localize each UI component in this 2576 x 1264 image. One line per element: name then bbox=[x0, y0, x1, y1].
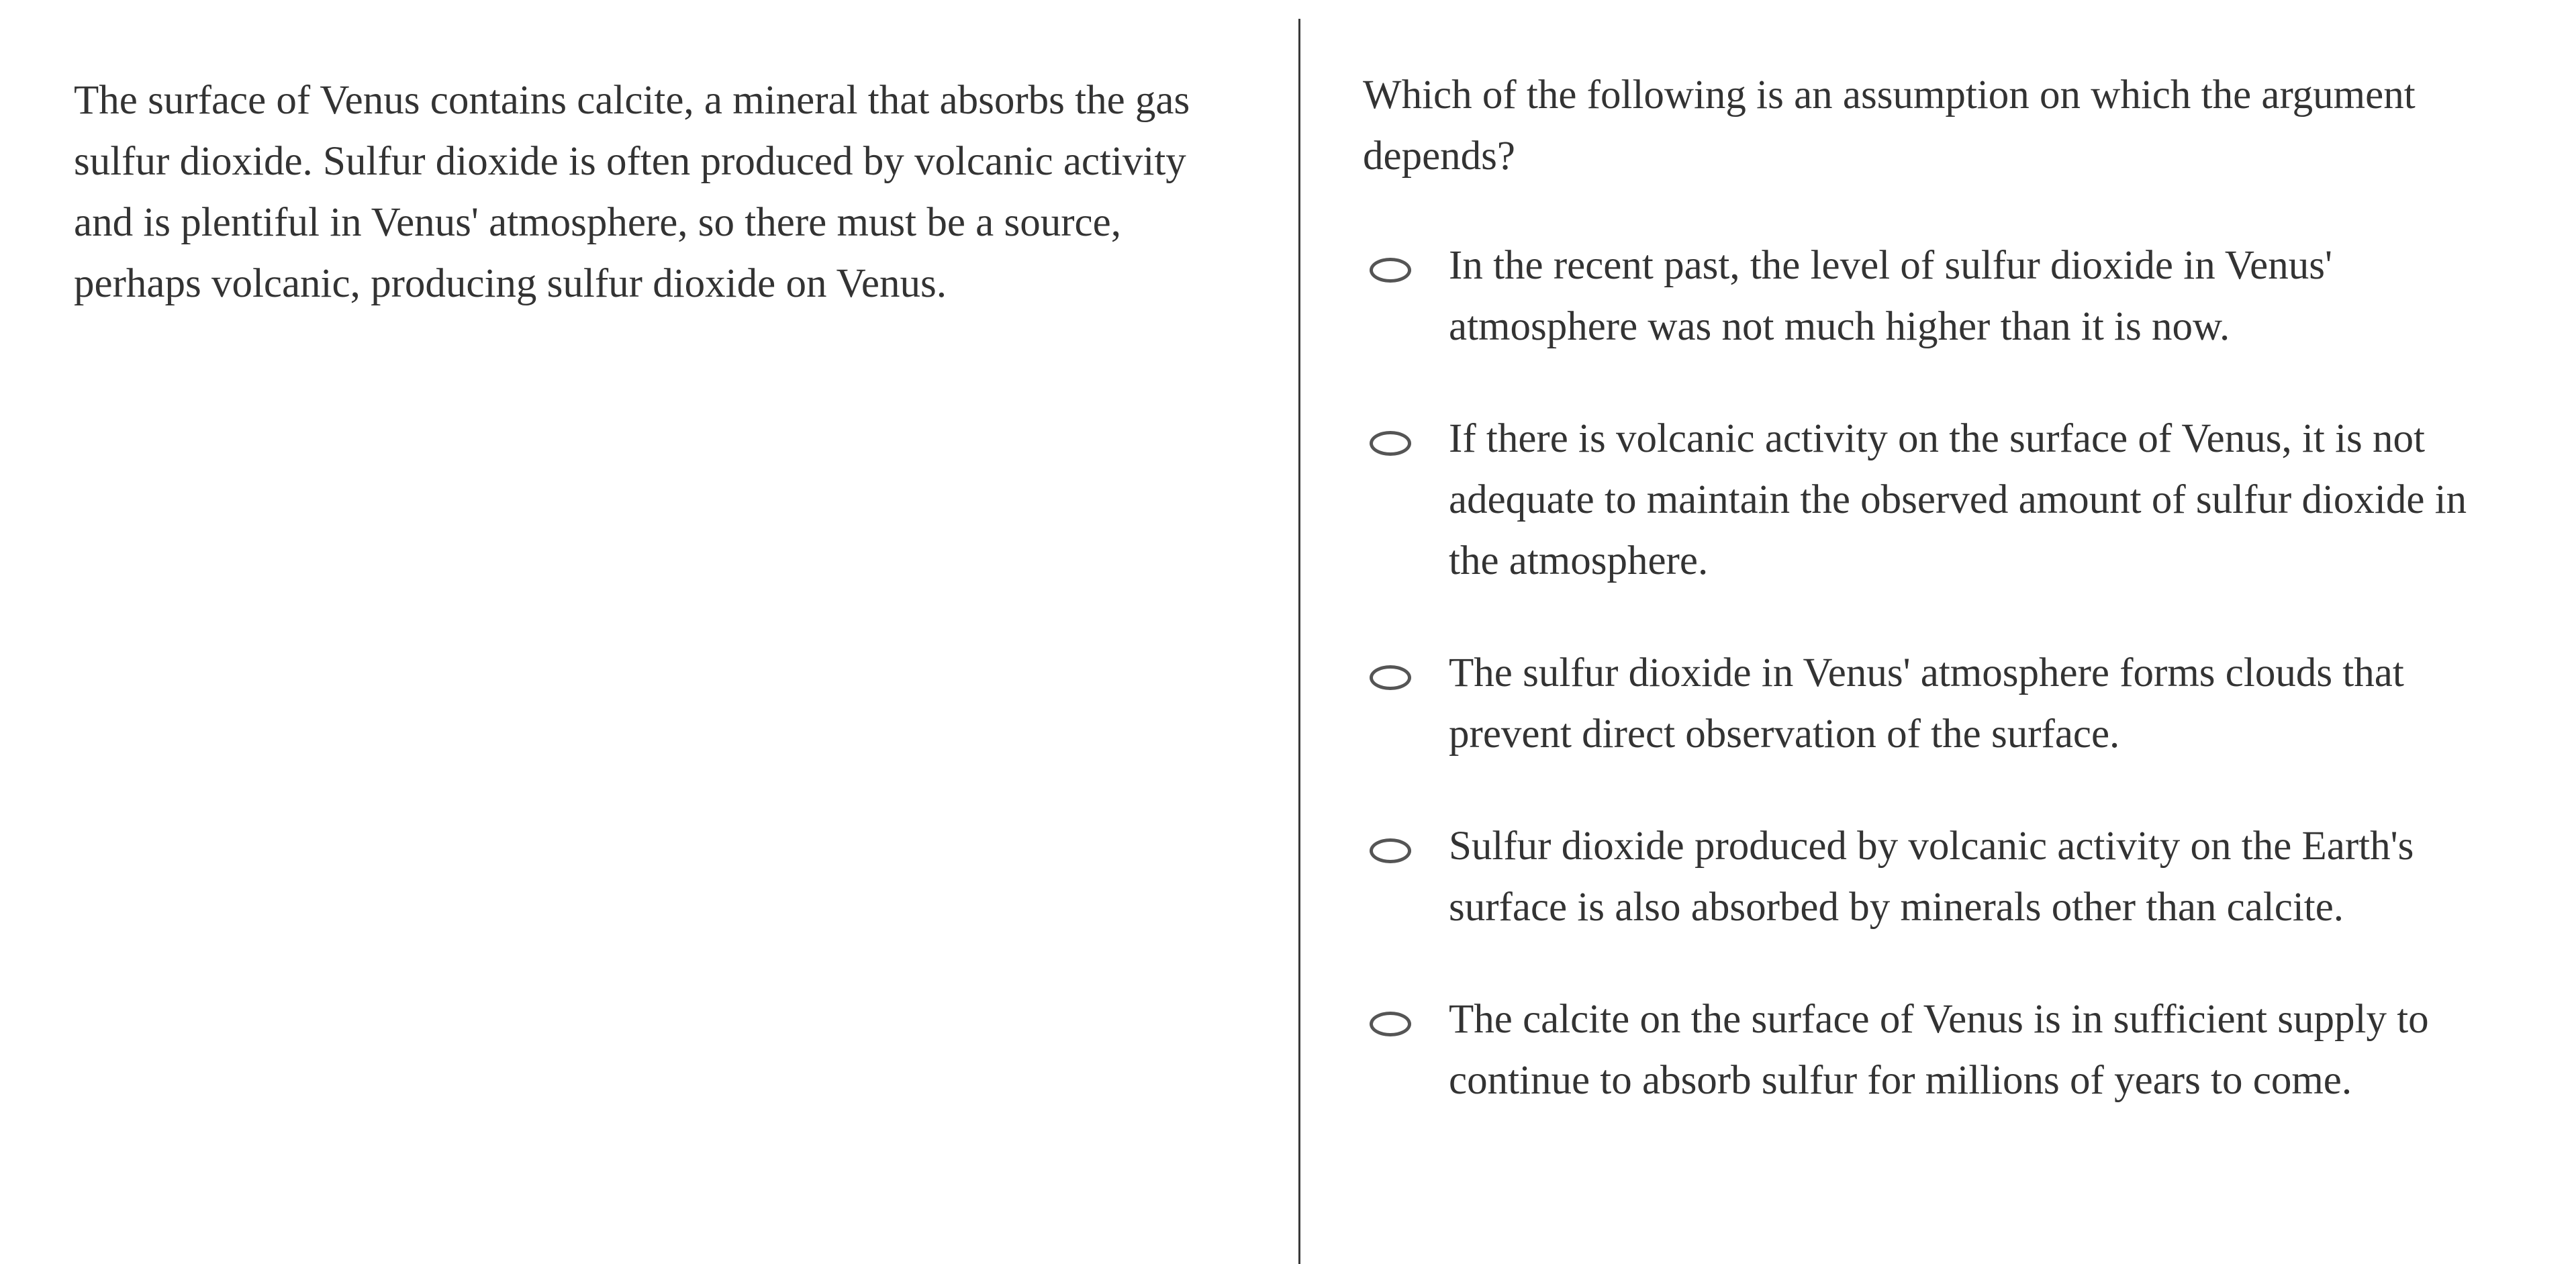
radio-button-e[interactable] bbox=[1370, 1012, 1411, 1036]
answer-options bbox=[1363, 235, 2531, 1162]
answer-option-c-label[interactable]: The sulfur dioxide in Venus' atmosphere forms clouds that prevent direct observation of the surface. bbox=[1449, 650, 2404, 757]
radio-button-d[interactable] bbox=[1370, 838, 1411, 863]
pane-divider[interactable] bbox=[1298, 19, 1300, 1264]
answer-option-e-label[interactable]: The calcite on the surface of Venus is in sufficient supply to continue to absorb sulfur for millions of years to come. bbox=[1449, 997, 2429, 1103]
radio-button-b[interactable] bbox=[1370, 431, 1411, 456]
answer-option-b[interactable] bbox=[1363, 408, 2531, 591]
answer-option-e[interactable] bbox=[1363, 989, 2531, 1111]
answer-option-a-label[interactable]: In the recent past, the level of sulfur dioxide in Venus' atmosphere was not much higher than it is now. bbox=[1449, 243, 2332, 349]
radio-button-a[interactable] bbox=[1370, 258, 1411, 283]
answer-option-d[interactable] bbox=[1363, 816, 2531, 938]
answer-option-b-label[interactable]: If there is volcanic activity on the surface of Venus, it is not adequate to maintain the observed amount of sulfur dioxide in the atmosphere. bbox=[1449, 416, 2467, 583]
radio-button-c[interactable] bbox=[1370, 665, 1411, 690]
question-stem: Which of the following is an assumption on which the argument depends? bbox=[1363, 72, 2416, 179]
answer-option-c[interactable] bbox=[1363, 642, 2531, 765]
answer-option-d-label[interactable]: Sulfur dioxide produced by volcanic activity on the Earth's surface is also absorbed by minerals other than calcite. bbox=[1449, 824, 2414, 930]
passage-text: The surface of Venus contains calcite, a mineral that absorbs the gas sulfur dioxide. Sulfur dioxide is often produced by volcanic activity and is plentiful in Venus' atmosphere, so there must be a source, perhaps volcanic, producing sulfur dioxide on Venus. bbox=[74, 78, 1190, 306]
passage-pane bbox=[74, 70, 1215, 314]
question-pane bbox=[1363, 64, 2531, 1103]
answer-option-a[interactable] bbox=[1363, 235, 2531, 357]
